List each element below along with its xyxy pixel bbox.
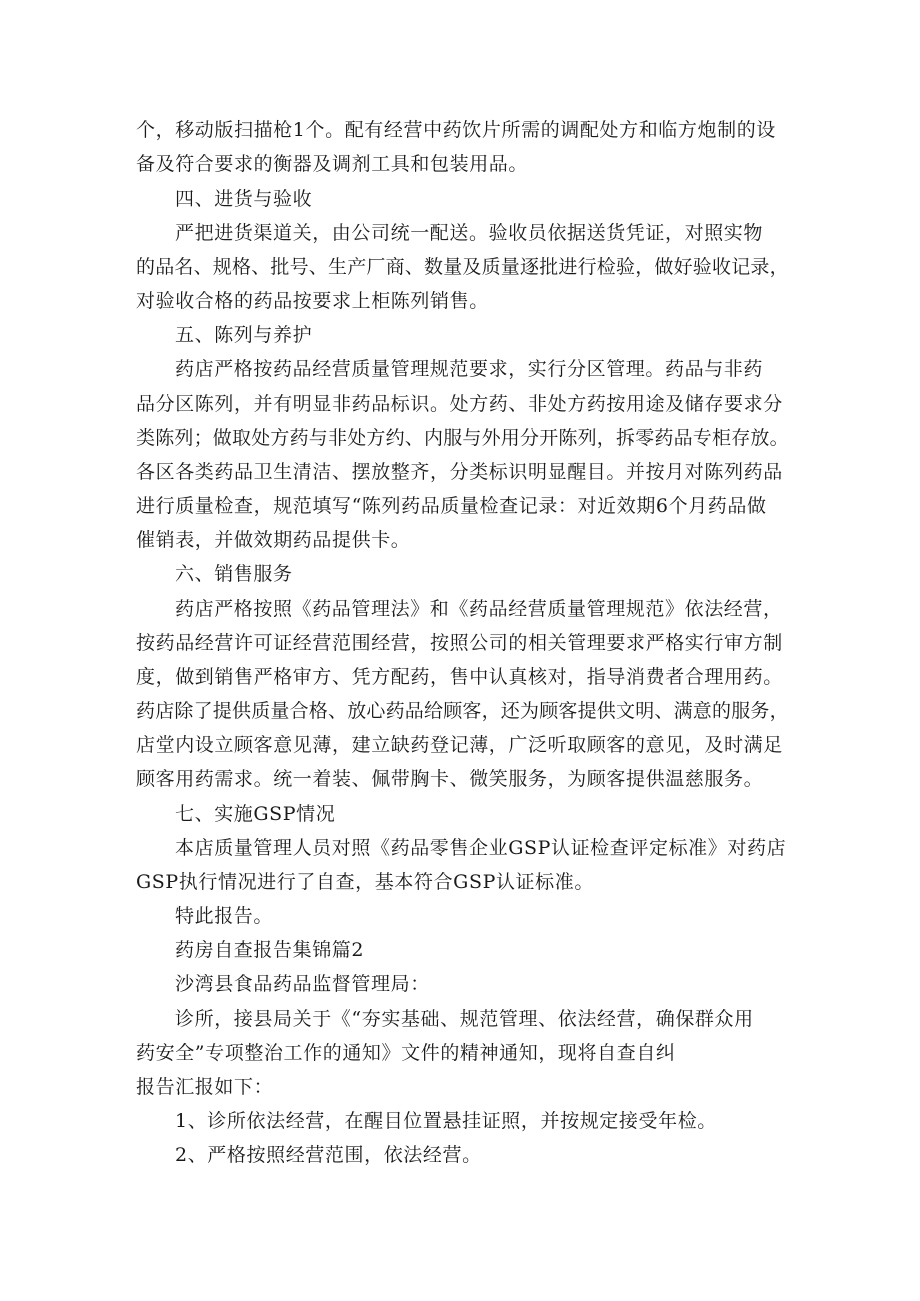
paragraph-line: 对验收合格的药品按要求上柜陈列销售。	[136, 290, 489, 312]
section-heading: 五、陈列与养护	[175, 324, 313, 346]
paragraph-line: 备及符合要求的衡器及调剂工具和包装用品。	[136, 153, 529, 175]
paragraph-line: 药店除了提供质量合格、放心药品给顾客，还为顾客提供文明、满意的服务，	[136, 700, 789, 722]
paragraph-line: 的品名、规格、批号、生产厂商、数量及质量逐批进行检验，做好验收记录，	[136, 256, 789, 278]
paragraph-line: 本店质量管理人员对照《药品零售企业GSP认证检查评定标准》对药店	[175, 837, 787, 859]
paragraph-line: 特此报告。	[175, 905, 274, 927]
paragraph-line: 1、诊所依法经营，在醒目位置悬挂证照，并按规定接受年检。	[175, 1110, 717, 1132]
paragraph-line: 度，做到销售严格审方、凭方配药，售中认真核对，指导消费者合理用药。	[136, 666, 783, 688]
paragraph-line: 按药品经营许可证经营范围经营，按照公司的相关管理要求严格实行审方制	[136, 632, 783, 654]
paragraph-line: GSP执行情况进行了自查，基本符合GSP认证标准。	[136, 871, 594, 893]
section-heading: 七、实施GSP情况	[175, 803, 336, 825]
paragraph-line: 严把进货渠道关，由公司统一配送。验收员依据送货凭证，对照实物	[175, 222, 764, 244]
paragraph-line: 进行质量检查，规范填写“陈列药品质量检查记录：对近效期6个月药品做	[136, 495, 767, 517]
paragraph-line: 催销表，并做效期药品提供卡。	[136, 529, 411, 551]
section-heading: 药房自查报告集锦篇2	[175, 939, 365, 961]
paragraph-line: 品分区陈列，并有明显非药品标识。处方药、非处方药按用途及储存要求分	[136, 393, 783, 415]
paragraph-line: 药店严格按药品经营质量管理规范要求，实行分区管理。药品与非药	[175, 358, 764, 380]
paragraph-line: 诊所，接县局关于《“夯实基础、规范管理、依法经营，确保群众用	[175, 1008, 754, 1030]
paragraph-line: 各区各类药品卫生清洁、摆放整齐，分类标识明显醒目。并按月对陈列药品	[136, 461, 783, 483]
section-heading: 六、销售服务	[175, 563, 293, 585]
paragraph-line: 顾客用药需求。统一着装、佩带胸卡、微笑服务，为顾客提供温慈服务。	[136, 768, 764, 790]
paragraph-line: 药安全”专项整治工作的通知》文件的精神通知，现将自查自纠	[136, 1042, 676, 1064]
paragraph-line: 店堂内设立顾客意见薄，建立缺药登记薄，广泛听取顾客的意见，及时满足	[136, 734, 783, 756]
paragraph-line: 2、严格按照经营范围，依法经营。	[175, 1144, 482, 1166]
paragraph-line: 药店严格按照《药品管理法》和《药品经营质量管理规范》依法经营，	[175, 598, 783, 620]
paragraph-line: 沙湾县食品药品监督管理局：	[175, 973, 430, 995]
paragraph-line: 类陈列；做取处方药与非处方约、内服与外用分开陈列，拆零药品专柜存放。	[136, 427, 789, 449]
paragraph-line: 报告汇报如下：	[136, 1076, 274, 1098]
section-heading: 四、进货与验收	[175, 188, 313, 210]
paragraph-line: 个，移动版扫描枪1个。配有经营中药饮片所需的调配处方和临方炮制的设	[136, 119, 776, 141]
